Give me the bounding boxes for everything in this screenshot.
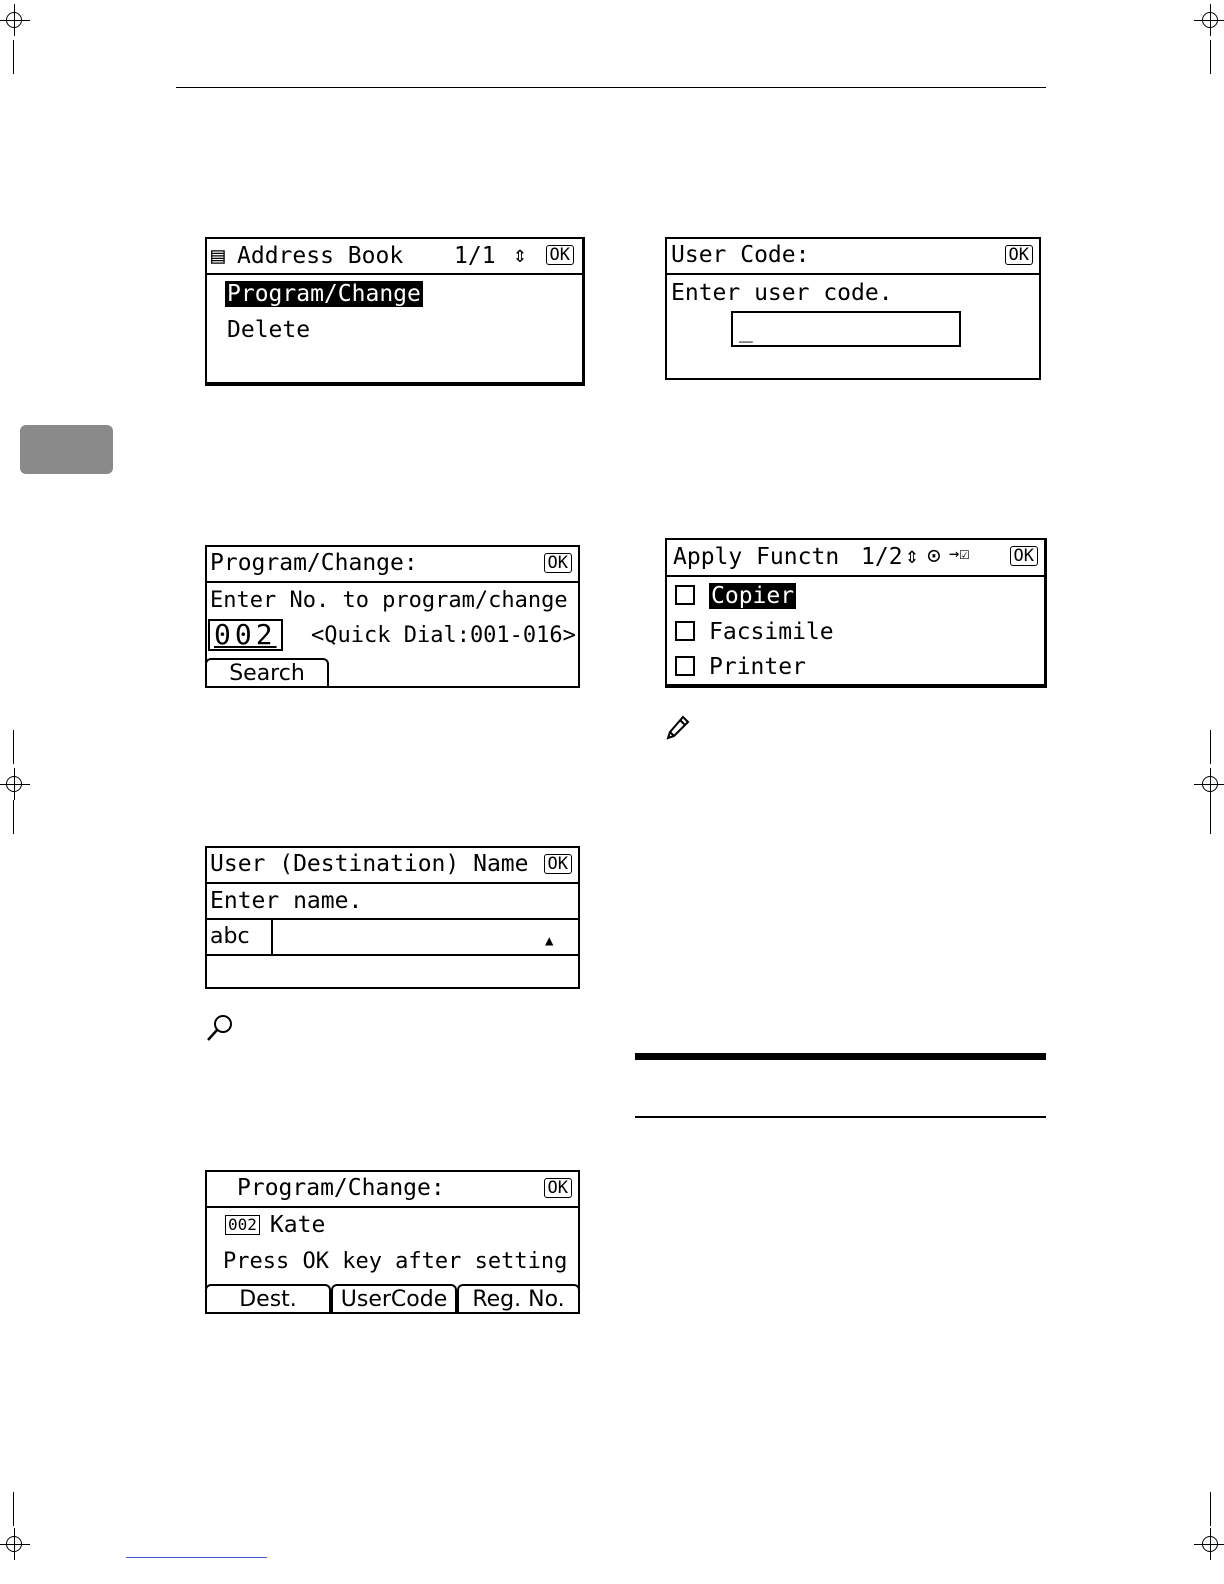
page-indicator: 1/2 <box>861 544 903 570</box>
trim-mark <box>13 730 14 764</box>
lcd-address-book <box>205 237 585 386</box>
divider <box>207 954 578 956</box>
lcd-title-bar <box>667 540 1044 577</box>
trim-mark <box>1210 800 1211 834</box>
screen-title: Program/Change: <box>210 550 418 576</box>
ok-button[interactable]: OK <box>544 854 572 874</box>
input-mode[interactable]: abc <box>210 924 250 949</box>
usercode-softkey[interactable]: UserCode <box>331 1284 457 1314</box>
lcd-title-bar <box>207 848 578 884</box>
registration-mark-icon <box>1198 772 1222 796</box>
registration-mark-icon <box>1198 1532 1222 1556</box>
dest-softkey[interactable]: Dest. <box>205 1284 331 1314</box>
prompt-text: Enter name. <box>210 888 363 914</box>
option-copier[interactable]: Copier <box>675 585 796 608</box>
ok-button[interactable]: OK <box>544 553 572 573</box>
registration-mark-icon <box>2 1532 26 1556</box>
reference-magnifier-icon <box>205 1013 235 1043</box>
lcd-title-bar <box>207 547 578 583</box>
trim-mark <box>13 1492 14 1526</box>
screen-title: Address Book <box>237 243 404 269</box>
name-input[interactable] <box>273 920 578 954</box>
user-code-input[interactable] <box>731 311 961 347</box>
trim-mark <box>1210 1492 1211 1526</box>
note-pencil-icon <box>665 714 691 742</box>
option-facsimile[interactable]: Facsimile <box>675 621 834 644</box>
trim-mark <box>13 800 14 834</box>
screen-title: Program/Change: <box>237 1175 445 1201</box>
lcd-apply-function <box>665 538 1047 688</box>
reg-no-softkey[interactable]: Reg. No. <box>457 1284 580 1314</box>
screen-title: Apply Functn <box>673 544 840 570</box>
prompt-text: Enter user code. <box>671 280 893 306</box>
lcd-program-change-summary <box>205 1170 580 1314</box>
number-entry-field[interactable]: 002 <box>208 619 283 651</box>
prompt-text: Enter No. to program/change <box>210 588 568 613</box>
arrow-to-check-icon: →☑ <box>949 544 970 564</box>
registration-mark-icon <box>2 772 26 796</box>
entry-line <box>225 1214 325 1237</box>
hint-text: Press OK key after setting <box>223 1249 568 1274</box>
checkbox[interactable] <box>675 621 695 641</box>
footer-link-underline <box>126 1557 267 1558</box>
trim-mark <box>13 40 14 74</box>
registration-mark-icon <box>2 8 26 32</box>
cursor-up-icon: ▲ <box>545 933 554 949</box>
screen-title: User Code: <box>671 242 810 268</box>
lcd-program-change-entry <box>205 545 580 688</box>
right-arrow-circle-icon: ⊙ <box>927 543 941 569</box>
search-softkey[interactable]: Search <box>205 658 329 688</box>
ok-button[interactable]: OK <box>546 245 574 265</box>
entry-name: Kate <box>269 1212 326 1238</box>
ok-button[interactable]: OK <box>544 1178 572 1198</box>
section-rule-thin <box>635 1116 1046 1118</box>
menu-item-delete[interactable]: Delete <box>227 317 311 343</box>
trim-mark <box>1210 40 1211 74</box>
header-rule <box>176 87 1046 88</box>
input-cursor: _ <box>739 317 753 343</box>
quick-dial-range: <Quick Dial:001-016> <box>311 623 576 648</box>
menu-item-program-change[interactable]: Program/Change <box>227 281 421 307</box>
up-down-arrow-icon: ⇕ <box>905 543 919 569</box>
chapter-tab <box>20 425 113 474</box>
lcd-title-bar <box>207 239 582 275</box>
trim-mark <box>1210 730 1211 764</box>
lcd-user-code <box>665 237 1041 380</box>
ok-button[interactable]: OK <box>1005 245 1033 265</box>
page-indicator: 1/1 <box>454 243 496 269</box>
checkbox[interactable] <box>675 585 695 605</box>
lcd-title-bar <box>207 1172 578 1208</box>
book-icon: ▤ <box>211 243 225 269</box>
entry-number: 002 <box>225 1215 260 1235</box>
registration-mark-icon <box>1198 8 1222 32</box>
screen-title: User (Destination) Name <box>210 851 529 877</box>
checkbox[interactable] <box>675 656 695 676</box>
lcd-title-bar <box>667 239 1039 275</box>
ok-button[interactable]: OK <box>1010 546 1038 566</box>
up-down-arrow-icon: ⇕ <box>513 242 527 268</box>
section-rule-thick <box>635 1053 1046 1060</box>
lcd-user-name <box>205 846 580 989</box>
option-printer[interactable]: Printer <box>675 656 806 679</box>
